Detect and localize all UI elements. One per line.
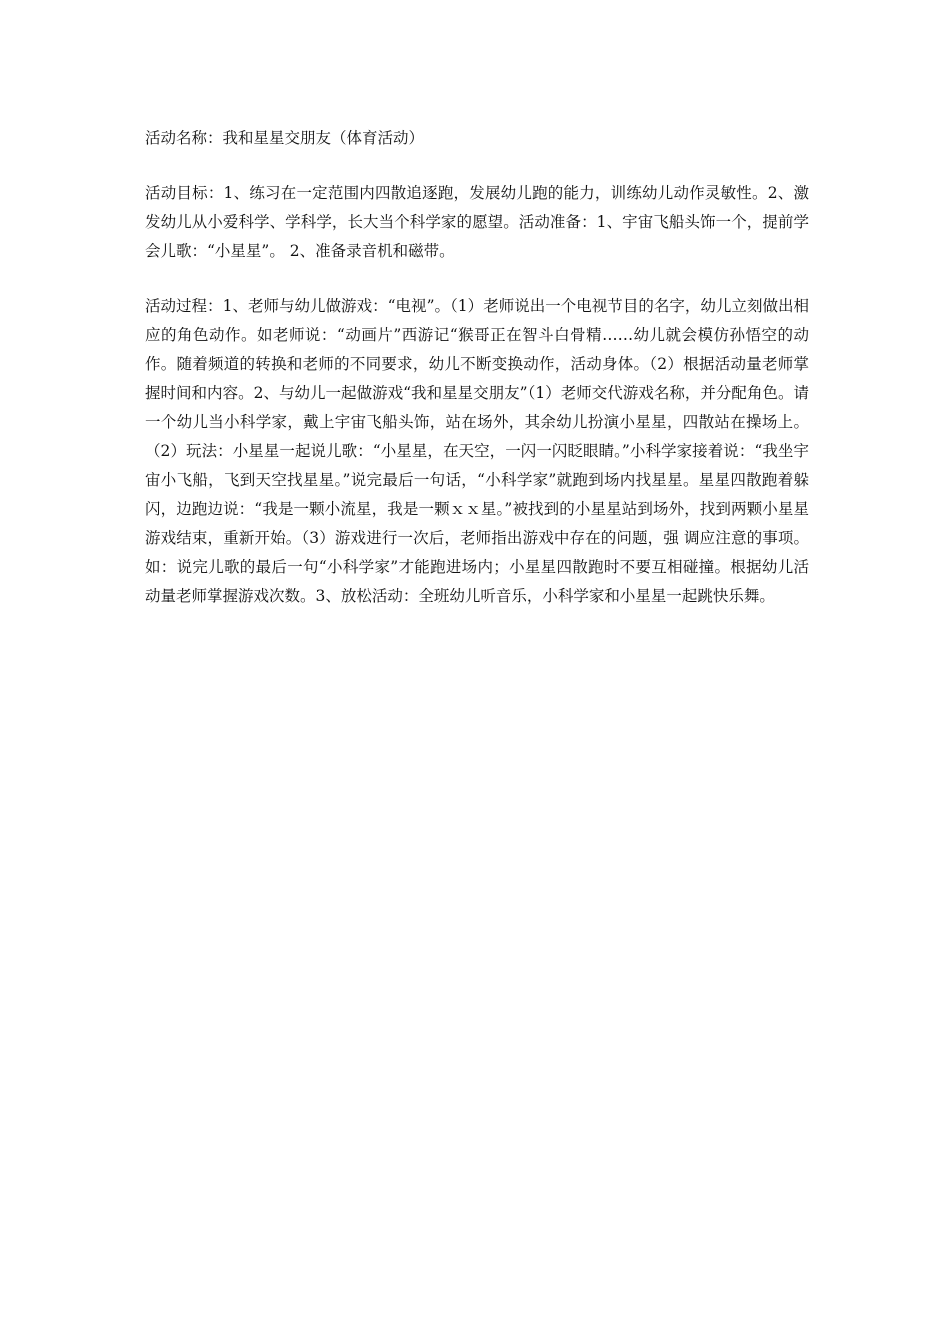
activity-goal-paragraph: 活动目标：1、练习在一定范围内四散追逐跑，发展幼儿跑的能力，训练幼儿动作灵敏性。2、激发幼儿从小爱科学、学科学，长大当个科学家的愿望。活动准备：1、宇宙飞船头饰一个，提前学会儿歌：“小星星”。 2、准备录音机和磁带。: [145, 184, 809, 260]
document-body: [145, 124, 809, 637]
activity-process-paragraph: 活动过程：1、老师与幼儿做游戏：“电视”。（1）老师说出一个电视节目的名字，幼儿立刻做出相应的角色动作。如老师说：“动画片”西游记“猴哥正在智斗白骨精……幼儿就会模仿孙悟空的动作。随着频道的转换和老师的不同要求，幼儿不断变换动作，活动身体。（2）根据活动量老师掌握时间和内容。2、与幼儿一起做游戏“我和星星交朋友”（1）老师交代游戏名称，并分配角色。请一个幼儿当小科学家，戴上宇宙飞船头饰，站在场外，其余幼儿扮演小星星，四散站在操场上。（2）玩法：小星星一起说儿歌：“小星星，在天空，一闪一闪眨眼睛。”小科学家接着说：“我坐宇宙小飞船，飞到天空找星星。”说完最后一句话，“小科学家”就跑到场内找星星。星星四散跑着躲闪，边跑边说：“我是一颗小流星，我是一颗ｘｘ星。”被找到的小星星站到场外，找到两颗小星星游戏结束，重新开始。（3）游戏进行一次后，老师指出游戏中存在的问题，强 调应注意的事项。如：说完儿歌的最后一句“小科学家”才能跑进场内；小星星四散跑时不要互相碰撞。根据幼儿活动量老师掌握游戏次数。3、放松活动：全班幼儿听音乐，小科学家和小星星一起跳快乐舞。: [145, 297, 809, 605]
activity-name-paragraph: 活动名称：我和星星交朋友（体育活动）: [145, 129, 425, 147]
